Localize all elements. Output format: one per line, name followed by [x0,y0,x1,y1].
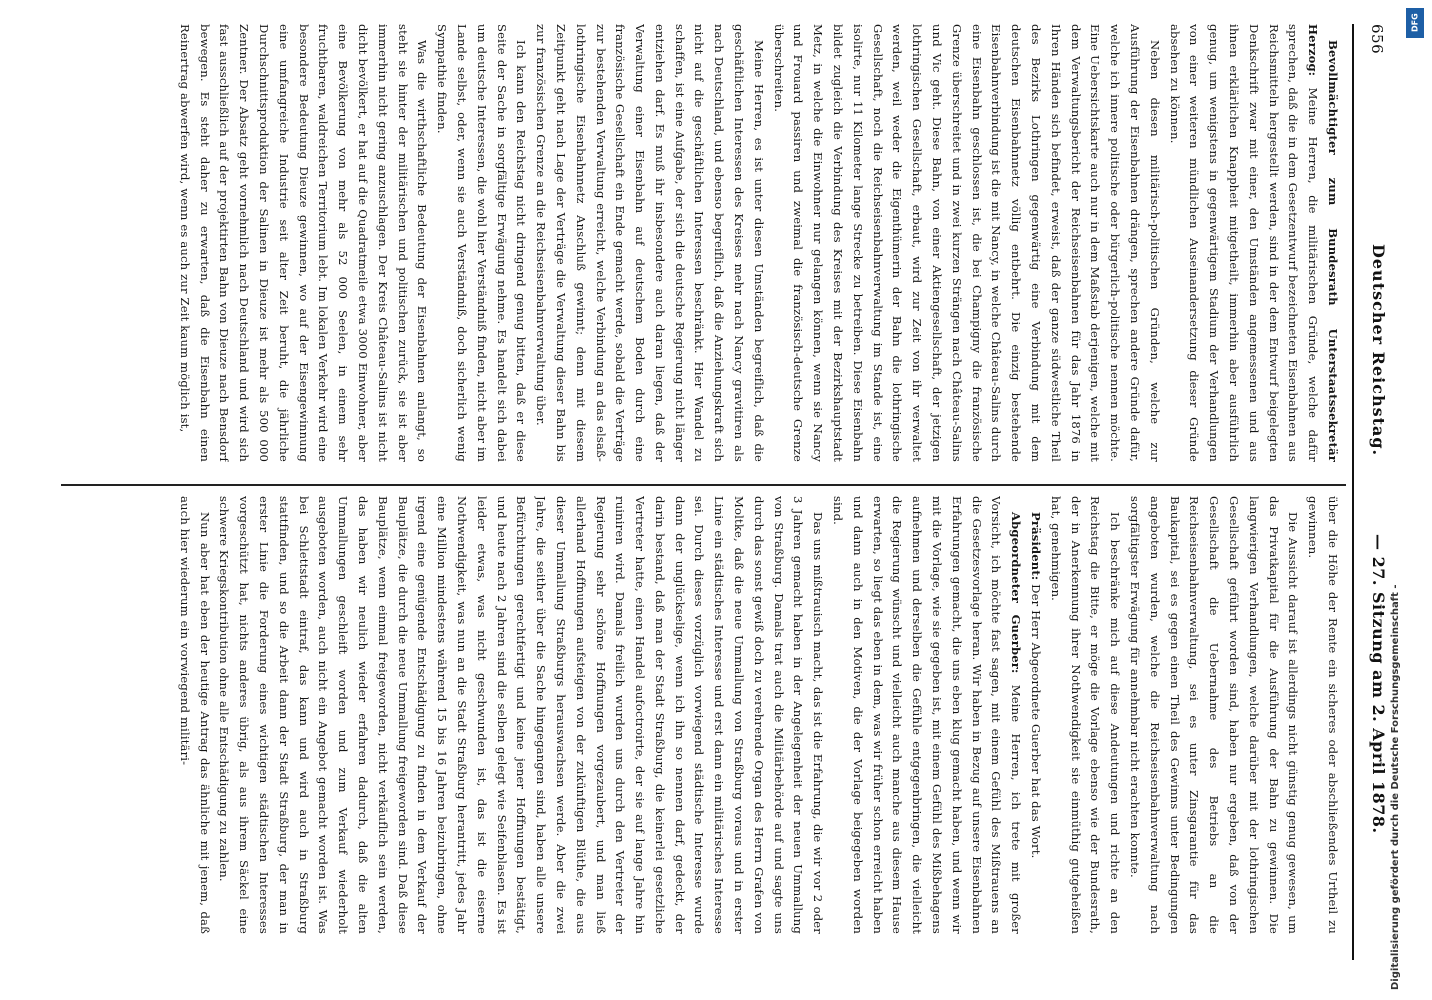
paragraph-text: Das uns mißtrauisch macht, das ist die Erfahrung, die wir vor 2 oder 3 Jahren gemacht haben in der Angelegenheit der neuen Ummallung von Straßburg. Damals trat auch die Militärbehörde auf und sagte uns durch das sonst gewiß doch zu verehrende Organ des Herrn Grafen von Moltke, daß die neue Ummallung von Straßburg voraus und in erster Linie ein städtisches Interesse und erst dann ein militärisches Interesse sei. Durch dieses vorzüglich vorwiegend städtische Interesse wurde dann der unglückselige, wenn ich ihn so nennen darf, gedeckt, der darin bestand, daß man der Stadt Straßburg, die keinerlei gesetzliche Vertreter hatte, einen Handel aufoctroirte, der sie auf lange Jahre hin ruiniren wird. Damals freilich wurden uns durch den Vertreter der Regierung sehr schöne Hoffnungen vorgezaubert, und man ließ allerhand Hoffnungen aufsteigen von der zukünftigen Blüthe, die aus dieser Ummallung Straßburgs herauswachsen werde. Aber die zwei Jahre, die seither über die Sache hingegangen sind, haben alle unsere Befürchtungen gerechtfertigt und keine jener Hoffnungen bestätigt, und heute nach 2 Jahren sind die selben gelegt wie Seifenblasen. Es ist leider etwas, was nicht geschwunden ist, das ist die eiserne Nothwendigkeit, was nun an die Stadt Straßburg herantritt, jedes Jahr eine Million mindestens während 15 bis 16 Jahren beizubringen, ohne irgend eine genügende Entschädigung zu finden in dem Verkauf der Bauplätze, die durch die neue Ummallung freigeworden sind. Daß diese Bauplätze, wenn einmal freigeworden, nicht verkäuflich sein werden, das haben wir neulich wieder erfahren dadurch, daß die alten Ummallungen geschleift worden und zum Verkauf wiederholt ausgeboten worden, auch nicht ein Angebot gemacht worden ist. Was bei Schlettstadt eintraf, das kann und wird auch in Straßburg stattfinden, und so die Arbeit dann der Stadt Straßburg, der man in erster Linie die Forderung eines wichtigen städtischen Interesses vorgeschützt hat, nichts anderes übrig, als aus ihrem Säckel eine schwere Kriegskontribution ohne alle Entschädigung zu zahlen. [217,496,826,934]
column-divider [61,484,1346,486]
paragraph [530,24,768,462]
sitting-header: — 27. Sitzung am 2. April 1878. [1369,534,1388,834]
paragraph-text: Nun aber hat eben der heutige Antrag das ähnliche mit jenem, daß auch hier wiederum ein vorwiegend militäri- [177,496,212,934]
paragraph [768,24,1164,462]
paragraph [431,24,530,462]
paragraph-text: Ich beschränke mich auf diese Andeutungen und richte an den Reichstag die Bitte, er möge die Vorlage ebenso wie der Bundesrath, der in Anerkennung ihrer Nothwendigkeit sie einmüthig gutgeheißen hat, genehmigen. [1048,496,1123,934]
speaker-name: Präsident: [1029,512,1044,581]
paragraph-text: Meine Herren, ich trete mit großer Vorsicht, ich möchte fast sagen, mit einem Gefühl des Mißtrauens an die Gesetzesvorlage heran. Wir haben in Bezug auf unsere Eisenbahnen Erfahrungen gemacht, die uns eben klug gemacht haben, und wenn wir mit die Vorlage, wie sie gegeben ist, mit einem Gefühl des Mißbehagens aufnehmen und derselben die Gefühle entgegenbringen, die vielleicht die Regierung wünscht und vielleicht auch manche aus diesem Hause erwarten, so liegt das eben in dem, was wir früher schon erreicht haben und dann auch in den Motiven, die der Vorlage beigegeben worden sind. [831,496,1024,934]
dfg-logo: DFG [1406,8,1424,38]
paragraph [174,496,214,934]
paragraph [174,24,431,462]
text-column-left [67,24,1342,462]
paragraph [1302,496,1342,934]
paragraph [1045,496,1124,934]
paragraph-text: Neben diesen militärisch-politischen Gründen, welche zur Ausführung der Eisenbahnen drängen, sprechen andere Gründe dafür, welche ich innere politische oder bürgerlich-politische nennen möchte. Eine Uebersichtskarte auch nur in dem Maßstab derjenigen, welche mit dem Verwaltungsbericht der Reichseisenbahnen für das Jahr 1876 in Ihren Händen sich befindet, erweist, daß der ganze südwestliche Theil des Bezirks Lothringen gegenwärtig eine Verbindung mit dem deutschen Eisenbahnnetz völlig entbehrt. Die einzig bestehende Eisenbahnverbindung ist die mit Nancy, in welche Château-Salins durch eine Eisenbahn geschlossen ist, die bei Champigny die französische Grenze überschreitet und in zwei kurzen Strängen nach Château-Salins und Vic geht. Diese Bahn, von einer Aktiengesellschaft, der jetzigen lothringischen Gesellschaft, erbaut, wird zur Zeit von ihr verwaltet werden, weil weder die Eigenthümerin der Bahn die lothringische Gesellschaft, noch die Reichseisenbahnverwaltung im Stande ist, eine isolirte, nur 11 Kilometer lange Strecke zu betreiben. Diese Eisenbahn bildet zugleich die Verbindung des Kreises mit der Bezirkshauptstadt Metz, in welche die Einwohner nur gelangen können, wenn sie Nancy und Frouard passiren und zweimal die französisch-deutsche Grenze überschreiten. [771,24,1162,462]
paragraph [827,496,1025,934]
paragraph-text: Meine Herren, die militärischen Gründe, welche dafür sprechen, daß die in dem Gesetzentwurf bezeichneten Eisenbahnen aus Reichsmitteln hergestellt werden, sind in der dem Entwurf beigelegten Denkschrift zwar mit einer, den Umständen angemessenen und aus ihnen erklärlichen Knappheit mitgetheilt, immerhin aber ausführlich genug, um wenigstens in gegenwärtigem Stadium der Verhandlungen von einer weiteren mündlichen Auseinandersetzung dieser Gründe absehen zu können. [1167,24,1321,462]
speaker-name: Bevollmächtigter zum Bundesrath Unterstaatssekretär Herzog: [1306,24,1340,462]
text-column-right [67,496,1342,934]
paragraph-text: Ich kann den Reichstag nicht dringend genug bitten, daß er diese Seite der Sache in sorgfältige Erwägung nehme. Es handelt sich dabei um deutsche Interessen, die wohl hier Verständniß finden, nicht aber im Lande selbst, oder, wenn sie auch Verständniß, doch sicherlich wenig Sympathie finden. [435,24,529,462]
paragraph [1025,496,1045,934]
page-number: 656 [1368,24,1386,55]
footer-credit: Digitalisierung gefördert durch die Deutsche Forschungsgemeinschaft - [1390,584,1401,990]
page-header [1358,24,1392,982]
journal-title: Deutscher Reichstag. [1369,244,1388,457]
paragraph-text: Meine Herren, es ist unter diesen Umständen begreiflich, daß die geschäftlichen Interessen des Kreises mehr nach Nancy gravitiren als nach Deutschland, und ebenso begreiflich, daß die Anziehungskraft sich nicht auf die geschäftlichen Interessen beschränkt. Hier Wandel zu schaffen, ist eine Aufgabe, der sich die deutsche Regierung nicht länger entziehen darf. Es muß ihr insbesondere auch daran liegen, daß der Verwaltung einer Eisenbahn auf deutschem Boden durch eine französische Gesellschaft ein Ende gemacht werde, sobald die Verträge zur bestehenden Verwaltung erreicht, welche Verbindung an das elsaß-lothringische Eisenbahnnetz Anschluß gewinnt; denn mit diesem Zeitpunkt geht nach Lage der Verträge die Verwaltung dieser Bahn bis zur französischen Grenze an die Reichseisenbahnverwaltung über. [534,24,766,462]
paragraph [1124,496,1302,934]
paragraph-text: Was die wirthschaftliche Bedeutung der Eisenbahnen anlangt, so steht sie hinter der militärischen und politischen zurück, sie ist aber immerhin nicht gering anzuschlagen. Der Kreis Château-Salins ist nicht dicht bevölkert, er hat auf die Quadratmeile etwa 3000 Einwohner, aber eine Bevölkerung von mehr als 52 000 Seelen, in einem sehr fruchtbaren, waldreichen Territorium lebt. Im lokalen Verkehr wird eine besondere Bedeutung Dieuze gewinnen, wo auf der Eisengewinnung eine umfangreiche Industrie seit alter Zeit beruht, die jährliche Durchschnittsproduktion der Salinen in Dieuze ist mehr als 500 000 Zentner. Der Absatz geht vornehmlich nach Deutschland und wird sich fast ausschließlich auf der projektirten Bahn von Dieuze nach Bensdorf bewegen. Es steht daher zu erwarten, daß die Eisenbahn einen Reinertrag abwerfen wird, wenn es auch zur Zeit kaum möglich ist, [177,24,430,462]
speaker-name: Abgeordneter Guerber: [1009,512,1024,674]
paragraph-text: Die Aussicht darauf ist allerdings nicht günstig genug gewesen, um das Privatkapital für die Ausführung der Bahn zu gewinnen. Die langwierigen Verhandlungen, welche darüber mit der lothringischen Gesellschaft geführt worden sind, haben nur ergeben, daß von der Gesellschaft die Uebernahme des Betriebs an die Reichseisenbahnverwaltung, sei es unter Zinsgarantie für das Baukapital, sei es gegen einen Theil des Gewinns unter Bedingungen angeboten wurden, welche die Reichseisenbahnverwaltung nach sorgfältigster Erwägung für annehmbar nicht erachten konnte. [1128,496,1301,934]
header-rule [1352,24,1354,960]
paragraph-text: Der Herr Abgeordnete Guerber hat das Wort. [1029,580,1044,859]
paragraph-text: über die Höhe der Rente ein sicheres oder abschließendes Urtheil zu gewinnen. [1306,496,1340,934]
paragraph [1164,24,1342,462]
paragraph [214,496,828,934]
